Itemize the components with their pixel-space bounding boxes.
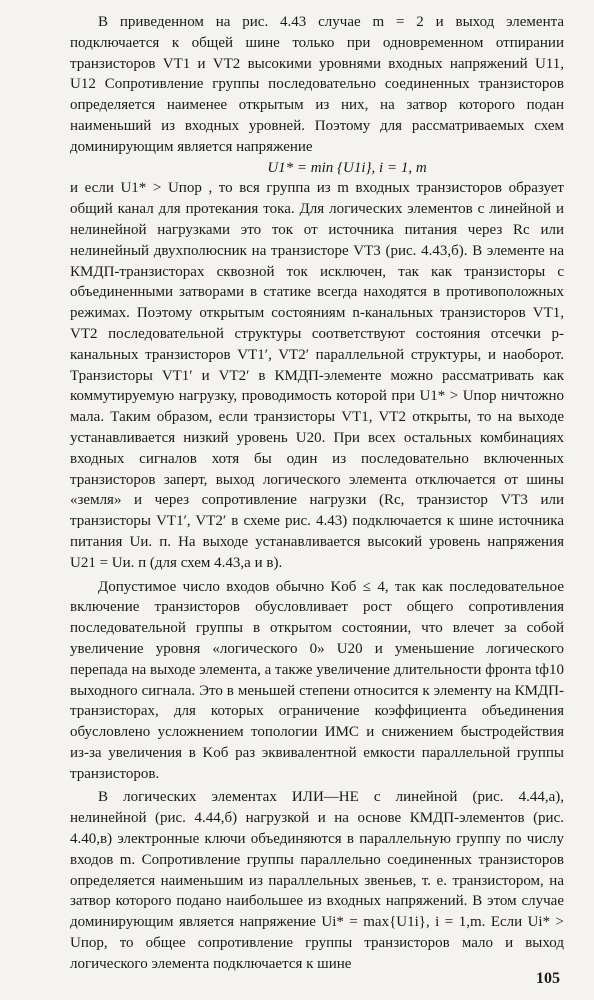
page-number: 105	[536, 970, 560, 987]
paragraph-1: В приведенном на рис. 4.43 случае m = 2 и выход элемента подключается к общей шине только при одновременном отпирании транзисторов VT1 и VT2 высокими уровнями входных напряжений U11, U12 Сопротивление группы последовательно соединенных транзисторов определяется наименее открытым из них, на затвор которого подан наименьший из входных уровней. Поэтому для рассматриваемых схем доминирующим является напряжение	[70, 14, 564, 155]
body-text	[70, 12, 564, 975]
paragraph-4: В логических элементах ИЛИ—НЕ с линейной (рис. 4.44,а), нелинейной (рис. 4.44,б) нагрузкой и на основе КМДП-элементов (рис. 4.40,в) электронные ключи объединяются в параллельную группу по числу входов m. Сопротивление группы параллельно соединенных транзисторов определяется наименьшим из параллельных звеньев, т. е. транзистором, на затвор которого подано наибольшее из входных напряжений. В этом случае доминирующим является напряжение Ui* = max{U1i}, i = 1,m. Если Ui* > Uпор, то общее сопротивление группы транзисторов мало и выход логического элемента подключается к шине	[70, 789, 564, 972]
paragraph-2: и если U1* > Uпор , то вся группа из m входных транзисторов образует общий канал для протекания тока. Для логических элементов с линейной и нелинейной нагрузками это ток от источника питания через Rс или нелинейный двухполюсник на транзисторе VT3 (рис. 4.43,б). В элементе на КМДП-транзисторах сквозной ток исключен, так как транзисторы с объединенными затворами в статике всегда находятся в противоположных режимах. Поэтому открытым состояниям n-канальных транзисторов VT1, VT2 последовательной структуры соответствуют состояния отсечки p-канальных транзисторов VT1′, VT2′ параллельной структуры, и наоборот. Транзисторы VT1′ и VT2′ в КМДП-элементе можно рассматривать как коммутируемую нагрузку, проводимость которой при U1* > Uпор ничтожно мала. Таким образом, если транзисторы VT1, VT2 открыты, то на выходе устанавливается низкий уровень U20. При всех остальных комбинациях входных сигналов хотя бы один из последовательно включенных транзисторов заперт, выход логического элемента отключается от шины «земля» и через сопротивление нагрузки (Rс, транзистор VT3 или транзисторы VT1′, VT2′ в схеме рис. 4.43) подключается к шине источника питания Uи. п. На выходе устанавливается высокий уровень напряжения U21 = Uи. п (для схем 4.43,а и в).	[70, 180, 564, 571]
formula-dominant-voltage: U1* = min {U1i}, i = 1, m	[267, 159, 427, 176]
paragraph-3: Допустимое число входов обычно Kоб ≤ 4, так как последовательное включение транзисторов обусловливает рост общего сопротивления последовательной группы в открытом состоянии, что влечет за собой увеличение уровня «логического 0» U20 и уменьшение логического перепада на выходе элемента, а также увеличение длительности фронта tф10 выходного сигнала. Это в меньшей степени относится к элементу на КМДП-транзисторах, для которых ограничение коэффициента объединения обусловлено усложнением топологии ИМС и снижением быстродействия из-за увеличения в Kоб раз эквивалентной емкости параллельной группы транзисторов.	[70, 578, 564, 782]
